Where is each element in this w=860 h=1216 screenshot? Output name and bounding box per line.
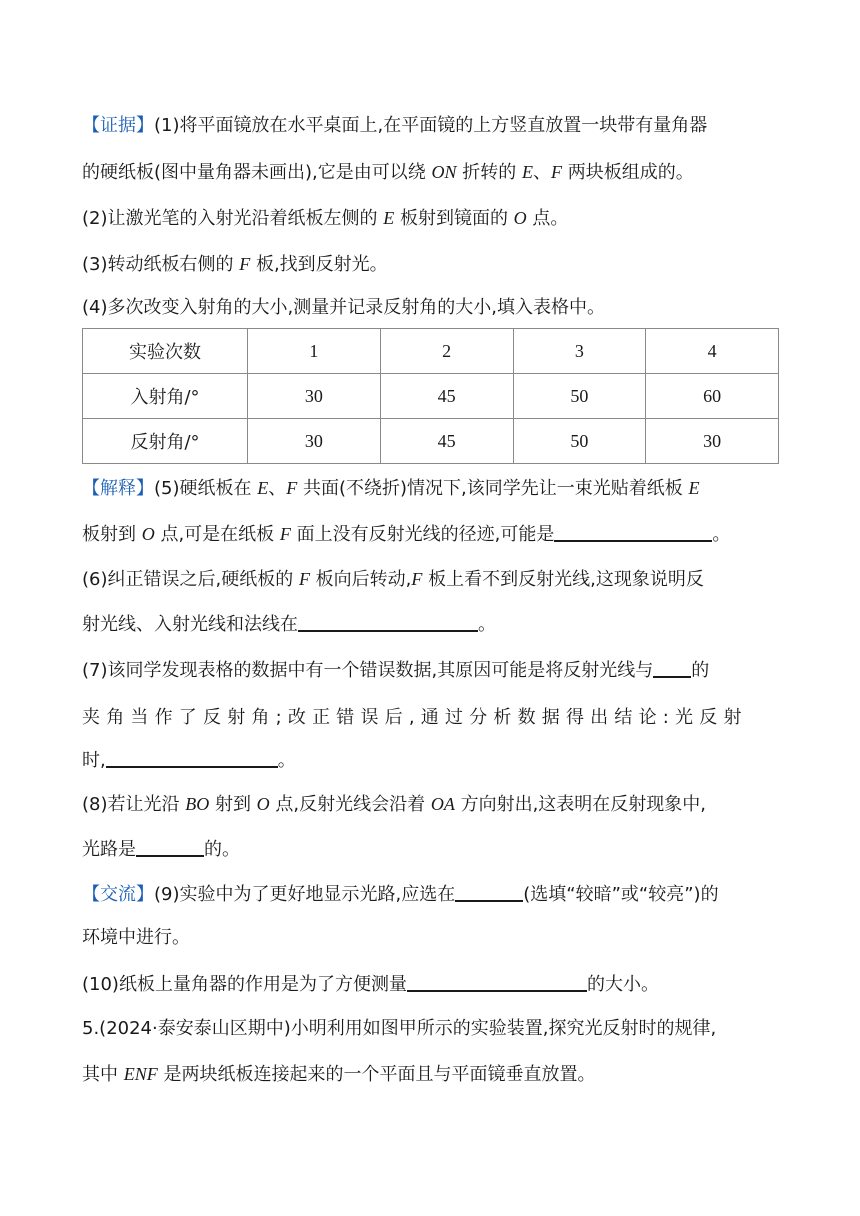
text: 的 xyxy=(691,660,710,681)
table-cell: 4 xyxy=(646,329,779,374)
text: (3)转动纸板右侧的 xyxy=(82,254,240,275)
table-cell: 2 xyxy=(380,329,513,374)
var-f: F xyxy=(411,569,423,589)
explanation-tag: 【解释】 xyxy=(82,478,154,499)
text: 两块板组成的。 xyxy=(561,162,694,183)
text: (选填“较暗”或“较亮”)的 xyxy=(523,884,719,905)
text: 板射到 xyxy=(82,524,142,545)
table-cell: 50 xyxy=(513,419,646,464)
var-f: F xyxy=(239,254,251,274)
text: 。 xyxy=(712,524,731,545)
table-cell: 30 xyxy=(646,419,779,464)
q9-line-2: 环境中进行。 xyxy=(82,927,190,948)
text: 光路是 xyxy=(82,839,136,860)
table-row xyxy=(83,419,779,464)
text: 面上没有反射光线的径迹,可能是 xyxy=(290,524,555,545)
text: 时, xyxy=(82,750,106,771)
row-header: 反射角/° xyxy=(83,419,248,464)
text: 射光线、入射光线和法线在 xyxy=(82,614,298,635)
q8-line-1 xyxy=(82,788,782,820)
evidence-tag: 【证据】 xyxy=(82,115,154,136)
q10-line xyxy=(82,968,782,1000)
q6-line-2 xyxy=(82,608,782,640)
text: 射到 xyxy=(209,794,257,815)
text: 折转的 xyxy=(456,162,522,183)
table-cell: 1 xyxy=(248,329,381,374)
text: 板上看不到反射光线,这现象说明反 xyxy=(422,569,704,590)
text: (7)该同学发现表格的数据中有一个错误数据,其原因可能是将反射光线与 xyxy=(82,660,654,681)
q5-line-1 xyxy=(82,472,782,504)
var-enf: ENF xyxy=(123,1064,158,1084)
var-f: F xyxy=(279,524,291,544)
table-cell: 45 xyxy=(380,374,513,419)
row-header: 实验次数 xyxy=(83,329,248,374)
text: 方向射出,这表明在反射现象中, xyxy=(454,794,707,815)
exchange-tag: 【交流】 xyxy=(82,884,154,905)
answer-blank-q5[interactable] xyxy=(554,518,712,542)
text: (5)硬纸板在 xyxy=(154,478,258,499)
q9-line-1 xyxy=(82,878,782,910)
answer-blank-q6[interactable] xyxy=(298,608,478,632)
evidence-step-2 xyxy=(82,202,782,234)
var-e: E xyxy=(688,478,700,498)
text: (6)纠正错误之后,硬纸板的 xyxy=(82,569,299,590)
table-row xyxy=(83,374,779,419)
q5-line-2 xyxy=(82,518,782,550)
var-o: O xyxy=(256,794,270,814)
data-table xyxy=(82,328,779,464)
answer-blank-q7a[interactable] xyxy=(653,654,691,678)
var-o: O xyxy=(513,208,527,228)
var-on: ON xyxy=(431,162,457,182)
text: (8)若让光沿 xyxy=(82,794,186,815)
answer-blank-q10[interactable] xyxy=(407,968,587,992)
q6-line-1 xyxy=(82,563,782,595)
var-f: F xyxy=(298,569,310,589)
text: 板射到镜面的 xyxy=(394,208,514,229)
var-bo: BO xyxy=(185,794,210,814)
var-oa: OA xyxy=(430,794,455,814)
var-f: F xyxy=(286,478,298,498)
row-header: 入射角/° xyxy=(83,374,248,419)
var-f: F xyxy=(550,162,562,182)
text: 点。 xyxy=(526,208,569,229)
table-cell: 30 xyxy=(248,374,381,419)
text: 。 xyxy=(277,750,296,771)
answer-blank-q7b[interactable] xyxy=(106,744,278,768)
table-cell: 45 xyxy=(380,419,513,464)
problem5-line-1: 5.(2024·泰安泰山区期中)小明利用如图甲所示的实验装置,探究光反射时的规律, xyxy=(82,1018,717,1039)
text: 点,反射光线会沿着 xyxy=(269,794,431,815)
q7-line-1 xyxy=(82,654,782,686)
text: 、 xyxy=(268,478,287,499)
q7-line-3 xyxy=(82,744,782,776)
text: 是两块纸板连接起来的一个平面且与平面镜垂直放置。 xyxy=(157,1064,596,1085)
text: 板,找到反射光。 xyxy=(250,254,388,275)
var-e: E xyxy=(521,162,533,182)
table-cell: 30 xyxy=(248,419,381,464)
table-cell: 60 xyxy=(646,374,779,419)
table-cell: 3 xyxy=(513,329,646,374)
text: (2)让激光笔的入射光沿着纸板左侧的 xyxy=(82,208,384,229)
text: 其中 xyxy=(82,1064,124,1085)
problem5-line-2 xyxy=(82,1058,782,1090)
var-o: O xyxy=(141,524,155,544)
text: 的硬纸板(图中量角器未画出),它是由可以绕 xyxy=(82,162,432,183)
text: 共面(不绕折)情况下,该同学先让一束光贴着纸板 xyxy=(297,478,689,499)
var-e: E xyxy=(383,208,395,228)
text: 板向后转动, xyxy=(309,569,412,590)
evidence-step-4: (4)多次改变入射角的大小,测量并记录反射角的大小,填入表格中。 xyxy=(82,297,605,318)
answer-blank-q9[interactable] xyxy=(455,878,523,902)
text: 。 xyxy=(478,614,496,635)
var-e: E xyxy=(257,478,269,498)
q7-line-2: 夹角当作了反射角;改正错误后,通过分析数据得出结论:光反射 xyxy=(82,707,748,728)
answer-blank-q8[interactable] xyxy=(136,833,204,857)
text: 点,可是在纸板 xyxy=(154,524,280,545)
evidence-p1-text: (1)将平面镜放在水平桌面上,在平面镜的上方竖直放置一块带有量角器 xyxy=(154,115,708,136)
evidence-step-3 xyxy=(82,248,782,280)
evidence-line-1 xyxy=(82,110,782,142)
evidence-line-2 xyxy=(82,156,782,188)
q8-line-2 xyxy=(82,833,782,865)
table-row xyxy=(83,329,779,374)
table-cell: 50 xyxy=(513,374,646,419)
text: 、 xyxy=(532,162,551,183)
text: (9)实验中为了更好地显示光路,应选在 xyxy=(154,884,456,905)
text: 的大小。 xyxy=(586,974,659,995)
text: (10)纸板上量角器的作用是为了方便测量 xyxy=(82,974,407,995)
text: 的。 xyxy=(204,839,240,860)
